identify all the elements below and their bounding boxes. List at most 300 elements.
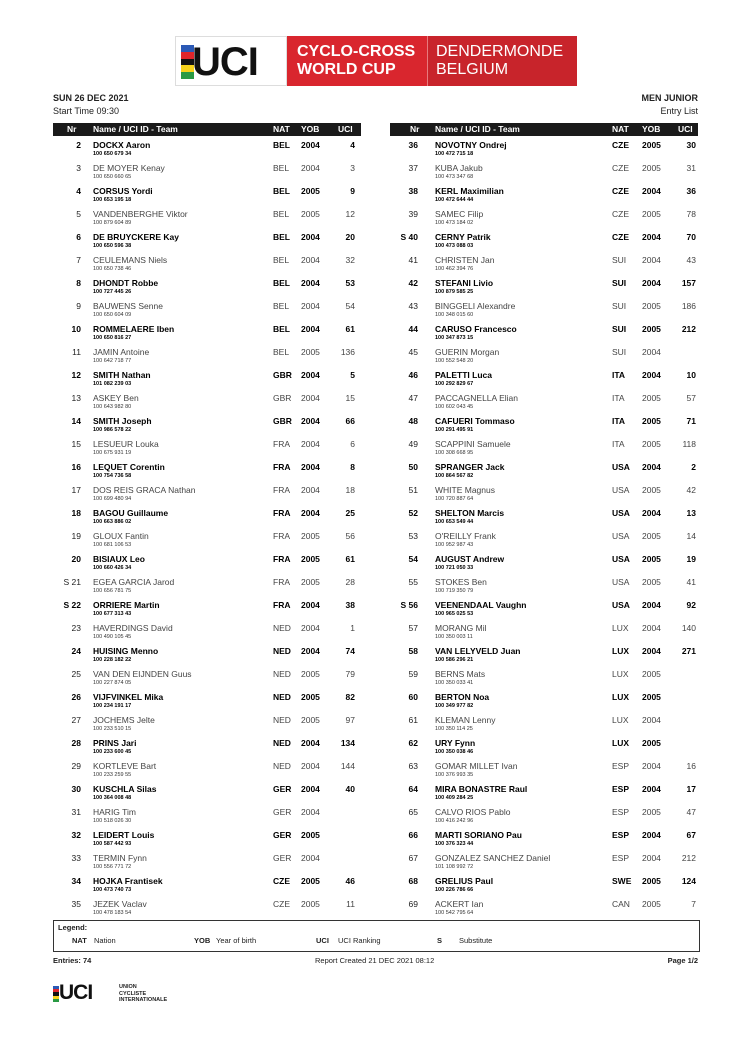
uci-ranking: 157 (681, 278, 696, 288)
rider-name: HUISING Menno (93, 646, 159, 656)
entry-number: 55 (408, 577, 418, 587)
col-nat: NAT (273, 124, 290, 134)
col-uci: UCI (338, 124, 353, 134)
list-type: Entry List (660, 106, 698, 116)
entry-number: 14 (71, 416, 81, 426)
uci-ranking: 134 (340, 738, 355, 748)
rider-name: LESUEUR Louka (93, 439, 159, 449)
table-row (390, 689, 698, 712)
year-of-birth: 2004 (642, 623, 661, 633)
entry-number: 39 (408, 209, 418, 219)
uci-ranking: 16 (686, 761, 696, 771)
year-of-birth: 2005 (301, 209, 320, 219)
year-of-birth: 2005 (642, 416, 661, 426)
entry-number: 44 (408, 324, 418, 334)
entry-number: 65 (408, 807, 418, 817)
uci-id: 100 350 114 25 (435, 726, 473, 732)
uci-ranking: 20 (345, 232, 355, 242)
uci-ranking: 53 (345, 278, 355, 288)
uci-ranking: 66 (345, 416, 355, 426)
rider-name: WHITE Magnus (435, 485, 495, 495)
table-row (53, 850, 361, 873)
year-of-birth: 2005 (642, 209, 661, 219)
uci-ranking: 15 (345, 393, 355, 403)
rider-name: DHONDT Robbe (93, 278, 159, 288)
uci-id: 100 650 816 27 (93, 335, 132, 341)
rider-name: DE BRUYCKERE Kay (93, 232, 179, 242)
entry-number: 13 (71, 393, 81, 403)
table-row (53, 321, 361, 344)
uci-id: 101 082 239 03 (93, 381, 132, 387)
year-of-birth: 2004 (642, 232, 661, 242)
uci-id: 100 650 604 09 (93, 312, 132, 318)
uci-ranking: 136 (340, 347, 355, 357)
uci-id: 100 227 874 05 (93, 680, 132, 686)
entry-number: 47 (408, 393, 418, 403)
nation-code: BEL (273, 209, 290, 219)
year-of-birth: 2005 (301, 715, 320, 725)
nation-code: ESP (612, 807, 630, 817)
year-of-birth: 2004 (301, 278, 320, 288)
legend (53, 920, 700, 952)
uci-ranking: 41 (686, 577, 696, 587)
nation-code: ITA (612, 393, 625, 403)
uci-id: 100 663 886 02 (93, 519, 132, 525)
entry-number: 17 (71, 485, 81, 495)
table-row (53, 804, 361, 827)
table-row (390, 873, 698, 896)
uci-id: 100 542 795 64 (435, 910, 474, 916)
year-of-birth: 2005 (642, 807, 661, 817)
uci-id: 100 986 578 22 (93, 427, 132, 433)
rider-name: SPRANGER Jack (435, 462, 505, 472)
uci-id: 100 720 887 64 (435, 496, 474, 502)
table-row (53, 344, 361, 367)
year-of-birth: 2004 (301, 393, 320, 403)
uci-id: 100 643 982 80 (93, 404, 132, 410)
table-row (390, 643, 698, 666)
nation-code: BEL (273, 163, 290, 173)
entry-number: 7 (76, 255, 81, 265)
nation-code: NED (273, 715, 291, 725)
entry-number: 51 (408, 485, 418, 495)
entry-number: 27 (71, 715, 81, 725)
rider-name: VEENENDAAL Vaughn (435, 600, 527, 610)
uci-ranking: 12 (345, 209, 355, 219)
uci-ranking: 54 (345, 301, 355, 311)
entry-number: 49 (408, 439, 418, 449)
entry-number: 36 (408, 140, 418, 150)
table-row (390, 528, 698, 551)
rider-name: VIJFVINKEL Mika (93, 692, 164, 702)
nation-code: FRA (273, 531, 290, 541)
uci-ranking: 14 (686, 531, 696, 541)
entry-number: 66 (408, 830, 418, 840)
year-of-birth: 2004 (301, 301, 320, 311)
entry-number: S 40 (400, 232, 418, 242)
uci-id: 100 364 008 48 (93, 795, 132, 801)
race-category: MEN JUNIOR (641, 93, 698, 103)
rider-name: SHELTON Marcis (435, 508, 505, 518)
year-of-birth: 2005 (301, 692, 320, 702)
rider-name: ROMMELAERE Iben (93, 324, 175, 334)
nation-code: GER (273, 784, 292, 794)
entry-number: 29 (71, 761, 81, 771)
uci-id: 101 108 992 72 (435, 864, 474, 870)
footer-logo-text: UCI (59, 981, 93, 1004)
nation-code: CZE (612, 232, 629, 242)
footer-logo-line-1: UNION (119, 984, 137, 990)
year-of-birth: 2005 (301, 669, 320, 679)
table-row (53, 436, 361, 459)
nation-code: ESP (612, 761, 630, 771)
rider-name: CAFUERI Tommaso (435, 416, 515, 426)
uci-ranking: 144 (340, 761, 355, 771)
year-of-birth: 2005 (642, 393, 661, 403)
nation-code: CZE (612, 140, 629, 150)
event-banner (175, 36, 577, 86)
nation-code: BEL (273, 186, 290, 196)
year-of-birth: 2004 (642, 278, 661, 288)
nation-code: NED (273, 738, 291, 748)
nation-code: CZE (612, 163, 629, 173)
uci-id: 100 409 284 25 (435, 795, 474, 801)
nation-code: LUX (612, 738, 629, 748)
rider-name: KUBA Jakub (435, 163, 483, 173)
entry-number: 5 (76, 209, 81, 219)
report-created: Report Created 21 DEC 2021 08:12 (315, 956, 435, 965)
uci-ranking: 18 (345, 485, 355, 495)
year-of-birth: 2004 (301, 761, 320, 771)
table-row (390, 597, 698, 620)
nation-code: USA (612, 600, 630, 610)
uci-id: 100 233 259 55 (93, 772, 132, 778)
legend-uci-value: UCI Ranking (338, 936, 381, 945)
nation-code: ESP (612, 830, 630, 840)
entry-number: 8 (76, 278, 81, 288)
uci-id: 100 602 043 45 (435, 404, 474, 410)
uci-id: 100 721 050 33 (435, 565, 474, 571)
table-row (390, 183, 698, 206)
rider-name: EGEA GARCIA Jarod (93, 577, 175, 587)
entry-number: 60 (408, 692, 418, 702)
year-of-birth: 2004 (642, 784, 661, 794)
rider-name: BAUWENS Senne (93, 301, 163, 311)
entry-number: 19 (71, 531, 81, 541)
nation-code: USA (612, 577, 630, 587)
uci-id: 100 727 445 26 (93, 289, 132, 295)
nation-code: GER (273, 807, 292, 817)
nation-code: USA (612, 462, 630, 472)
uci-ranking: 97 (345, 715, 355, 725)
table-row (390, 666, 698, 689)
table-row (390, 344, 698, 367)
nation-code: BEL (273, 301, 290, 311)
uci-id: 100 518 026 30 (93, 818, 132, 824)
entry-number: 57 (408, 623, 418, 633)
nation-code: SWE (612, 876, 632, 886)
col-nr: Nr (410, 124, 420, 134)
rider-name: BERTON Noa (435, 692, 490, 702)
uci-id: 100 719 350 79 (435, 588, 474, 594)
table-row (53, 413, 361, 436)
rider-name: KLEMAN Lenny (435, 715, 496, 725)
entry-number: 43 (408, 301, 418, 311)
event-location (427, 36, 577, 86)
uci-ranking: 124 (681, 876, 696, 886)
year-of-birth: 2005 (301, 899, 320, 909)
year-of-birth: 2004 (301, 508, 320, 518)
table-row (390, 620, 698, 643)
nation-code: ITA (612, 439, 625, 449)
rider-name: DOS REIS GRACA Nathan (93, 485, 196, 495)
year-of-birth: 2004 (642, 347, 661, 357)
uci-id: 100 642 718 77 (93, 358, 132, 364)
nation-code: CZE (612, 186, 629, 196)
uci-ranking: 17 (686, 784, 696, 794)
legend-s-key: S (437, 936, 443, 945)
year-of-birth: 2004 (642, 761, 661, 771)
entry-number: 11 (72, 347, 81, 357)
entry-number: 24 (71, 646, 81, 656)
table-row (390, 229, 698, 252)
entry-number: 18 (71, 508, 81, 518)
table-row (53, 528, 361, 551)
rider-name: STOKES Ben (435, 577, 487, 587)
nation-code: CZE (612, 209, 629, 219)
entry-number: 15 (71, 439, 81, 449)
uci-ranking: 78 (686, 209, 696, 219)
uci-ranking: 31 (686, 163, 696, 173)
rider-name: CERNY Patrik (435, 232, 491, 242)
rider-name: ACKERT Ian (435, 899, 484, 909)
year-of-birth: 2005 (301, 876, 320, 886)
year-of-birth: 2005 (642, 692, 661, 702)
uci-id: 100 879 604 89 (93, 220, 132, 226)
uci-id: 100 675 931 19 (93, 450, 132, 456)
table-row (390, 252, 698, 275)
uci-id: 100 350 003 11 (435, 634, 473, 640)
entry-number: 41 (408, 255, 418, 265)
uci-logo (175, 36, 287, 86)
table-row (390, 505, 698, 528)
uci-ranking: 79 (345, 669, 355, 679)
uci-ranking: 7 (691, 899, 696, 909)
entry-number: 31 (71, 807, 81, 817)
uci-ranking: 67 (686, 830, 696, 840)
uci-ranking: 46 (345, 876, 355, 886)
entry-number: 37 (408, 163, 418, 173)
table-row (390, 160, 698, 183)
legend-s-value: Substitute (459, 936, 493, 945)
uci-id: 100 347 873 15 (435, 335, 474, 341)
rider-name: DOCKX Aaron (93, 140, 151, 150)
nation-code: FRA (273, 485, 290, 495)
entry-number: 3 (76, 163, 81, 173)
nation-code: GBR (273, 416, 292, 426)
year-of-birth: 2004 (301, 646, 320, 656)
uci-id: 100 864 567 82 (435, 473, 474, 479)
entry-number: 59 (408, 669, 418, 679)
entry-number: 9 (76, 301, 81, 311)
col-name: Name / UCI ID - Team (93, 124, 178, 134)
entry-number: 53 (408, 531, 418, 541)
col-nr: Nr (67, 124, 77, 134)
table-row (390, 758, 698, 781)
uci-id: 100 952 987 43 (435, 542, 474, 548)
rider-name: STEFANI Livio (435, 278, 494, 288)
table-row (53, 712, 361, 735)
table-row (53, 643, 361, 666)
table-row (53, 873, 361, 896)
uci-ranking: 1 (350, 623, 355, 633)
uci-id: 100 233 510 15 (93, 726, 132, 732)
uci-ranking: 212 (681, 853, 696, 863)
uci-ranking: 43 (686, 255, 696, 265)
table-row (53, 367, 361, 390)
rider-name: VANDENBERGHE Viktor (93, 209, 188, 219)
year-of-birth: 2004 (301, 439, 320, 449)
col-yob: YOB (642, 124, 661, 134)
year-of-birth: 2005 (642, 577, 661, 587)
location-line-2: BELGIUM (436, 61, 509, 78)
nation-code: CAN (612, 899, 630, 909)
table-row (390, 275, 698, 298)
table-row (53, 574, 361, 597)
year-of-birth: 2004 (301, 255, 320, 265)
uci-id: 100 650 660 65 (93, 174, 132, 180)
rider-name: LEIDERT Louis (93, 830, 155, 840)
uci-ranking: 212 (681, 324, 696, 334)
footer-logo-line-2: CYCLISTE (119, 990, 147, 997)
rider-name: O'REILLY Frank (435, 531, 496, 541)
uci-ranking: 40 (345, 784, 355, 794)
uci-ranking: 92 (686, 600, 696, 610)
uci-id: 100 650 596 38 (93, 243, 132, 249)
table-row (53, 298, 361, 321)
year-of-birth: 2004 (642, 646, 661, 656)
uci-ranking: 56 (345, 531, 355, 541)
uci-ranking: 28 (345, 577, 355, 587)
rider-name: VAN LELYVELD Juan (435, 646, 521, 656)
year-of-birth: 2005 (642, 324, 661, 334)
uci-id: 100 556 771 72 (93, 864, 132, 870)
table-row (390, 459, 698, 482)
uci-id: 100 478 183 54 (93, 910, 132, 916)
rider-name: URY Fynn (435, 738, 476, 748)
nation-code: LUX (612, 715, 629, 725)
table-row (390, 298, 698, 321)
entry-number: 68 (408, 876, 418, 886)
table-row (390, 804, 698, 827)
rider-name: GRELIUS Paul (435, 876, 494, 886)
uci-ranking: 10 (686, 370, 696, 380)
rider-name: CALVO RIOS Pablo (435, 807, 511, 817)
table-row (390, 735, 698, 758)
rider-name: GONZALEZ SANCHEZ Daniel (435, 853, 551, 863)
rider-name: SMITH Joseph (93, 416, 152, 426)
entries-count: Entries: 74 (53, 956, 92, 965)
rider-name: SCAPPINI Samuele (435, 439, 511, 449)
rider-name: SMITH Nathan (93, 370, 151, 380)
table-row (390, 390, 698, 413)
rider-name: MIRA BONASTRE Raul (435, 784, 528, 794)
table-row (53, 551, 361, 574)
col-nat: NAT (612, 124, 629, 134)
table-row (53, 505, 361, 528)
entry-number: 4 (76, 186, 81, 196)
uci-id: 100 472 644 44 (435, 197, 474, 203)
year-of-birth: 2005 (642, 531, 661, 541)
uci-ranking: 186 (681, 301, 696, 311)
table-row (390, 574, 698, 597)
uci-id: 100 650 738 46 (93, 266, 132, 272)
rider-name: PRINS Jari (93, 738, 137, 748)
year-of-birth: 2004 (642, 255, 661, 265)
entry-number: 32 (71, 830, 81, 840)
uci-id: 100 349 977 82 (435, 703, 474, 709)
event-line-2: WORLD CUP (297, 61, 396, 78)
year-of-birth: 2005 (642, 301, 661, 311)
nation-code: GER (273, 853, 292, 863)
entry-number: 28 (71, 738, 81, 748)
nation-code: GBR (273, 370, 292, 380)
uci-id: 100 308 668 95 (435, 450, 474, 456)
entry-number: 64 (408, 784, 418, 794)
uci-ranking: 9 (350, 186, 355, 196)
location-line-1: DENDERMONDE (436, 43, 564, 60)
table-row (390, 413, 698, 436)
uci-ranking: 32 (345, 255, 355, 265)
uci-logo-text: UCI (192, 40, 258, 84)
table-row (390, 896, 698, 919)
rider-name: CARUSO Francesco (435, 324, 517, 334)
nation-code: BEL (273, 140, 290, 150)
table-row (53, 137, 361, 160)
uci-ranking: 5 (350, 370, 355, 380)
rider-name: GOMAR MILLET Ivan (435, 761, 518, 771)
year-of-birth: 2005 (301, 830, 320, 840)
year-of-birth: 2004 (642, 186, 661, 196)
year-of-birth: 2004 (301, 232, 320, 242)
rider-name: HOJKA Frantisek (93, 876, 163, 886)
year-of-birth: 2005 (642, 554, 661, 564)
rider-name: KORTLEVE Bart (93, 761, 157, 771)
rider-name: SAMEC Filip (435, 209, 484, 219)
uci-ranking: 47 (686, 807, 696, 817)
legend-nat-value: Nation (94, 936, 116, 945)
footer-logo-line-3: INTERNATIONALE (119, 997, 168, 1003)
table-row (390, 781, 698, 804)
uci-id: 100 587 442 93 (93, 841, 132, 847)
entry-number: 54 (408, 554, 418, 564)
year-of-birth: 2004 (301, 462, 320, 472)
uci-id: 100 677 313 43 (93, 611, 132, 617)
table-row (53, 459, 361, 482)
uci-id: 100 226 786 66 (435, 887, 474, 893)
table-row (53, 229, 361, 252)
rider-name: KUSCHLA Silas (93, 784, 157, 794)
table-row (53, 252, 361, 275)
year-of-birth: 2005 (301, 186, 320, 196)
entry-number: 52 (408, 508, 418, 518)
start-time: Start Time 09:30 (53, 106, 120, 116)
uci-id: 100 699 480 94 (93, 496, 132, 502)
uci-id: 100 348 015 60 (435, 312, 474, 318)
rider-name: CORSUS Yordi (93, 186, 153, 196)
nation-code: SUI (612, 301, 627, 311)
rider-name: JAMIN Antoine (93, 347, 150, 357)
